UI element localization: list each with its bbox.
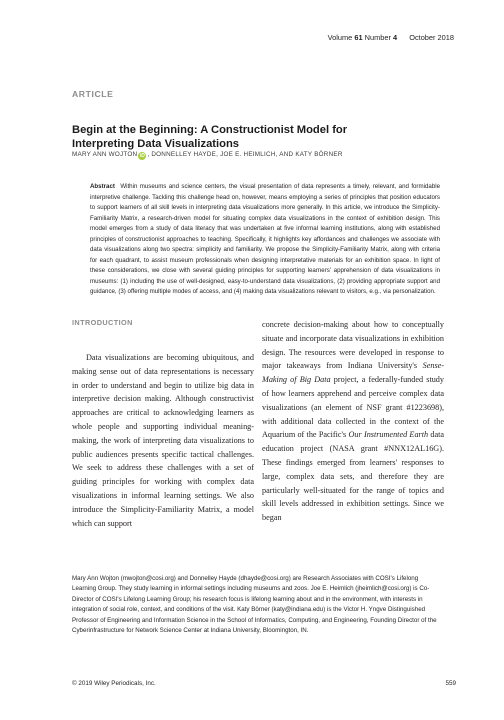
col2-text-c: data education project (NASA grant #NNX12AL16G). These findings emerged from learners' responses to large, complex data sets, and therefore they are particularly well-situated for the range of topics and skill levels addressed in exhibition settings. Since we began [262, 430, 445, 523]
col2-text-a: concrete decision-making about how to conceptually situate and incorporate data visualizations in exhibition design. The resources were developed in response to major takeaways from Indiana University's [262, 320, 444, 371]
issue-number: 4 [393, 33, 398, 42]
abstract [90, 182, 440, 298]
issue-date: October 2018 [409, 33, 454, 42]
author-footnote: Mary Ann Wojton (mwojton@cosi.org) and Donnelley Hayde (dhayde@cosi.org) are Research Associates with COSI's Lifelong Learning Group. They study learning in informal settings including museums and zoos. Joe E. Heimlich (jheimlich@cosi.org) is Co-Director of COSI's Lifelong Learning Group; his research focus is lifelong learning about and in the environment, with interests in integration of social role, context, and conditions of the visit. Katy Börner (katy@indiana.edu) is the Victor H. Yngve Distinguished Professor of Engineering and Information Science in the School of Informatics, Computing, and Engineering, Founding Director of the Cyberinfrastructure for Network Science Center at Indiana University, Bloomington, IN. [72, 575, 437, 635]
orcid-icon[interactable]: iD [139, 153, 146, 159]
article-type-label: ARTICLE [72, 89, 114, 99]
intro-continuation [262, 318, 444, 525]
copyright-notice: © 2019 Wiley Periodicals, Inc. [72, 680, 156, 687]
abstract-label: Abstract [90, 183, 115, 190]
volume-number: 61 [354, 33, 363, 42]
author-list [72, 151, 452, 160]
volume-label: Volume [327, 33, 353, 42]
intro-paragraph: Data visualizations are becoming ubiquitous, and making sense out of data representations is necessary in order to understand and begin to utilize big data in interpretive decision making. Although constructivist approaches are critical to acknowledging learners as whole people and supporting individual meaning-making, the work of interpreting data visualizations to public audiences presents specific tactical challenges. We seek to address these challenges with a set of guiding principles for working with complex data visualizations in informal learning settings. We also introduce the Simplicity-Familiarity Matrix, a model which can support [72, 353, 254, 528]
project-name-sense-making: Sense-Making of Big Data [262, 361, 444, 385]
first-author: MARY ANN WOJTON [72, 151, 138, 158]
number-label: Number [364, 33, 391, 42]
section-heading-introduction: INTRODUCTION [72, 318, 133, 327]
page-number: 559 [445, 680, 456, 687]
issue-header [328, 33, 454, 42]
project-name-instrumented-earth: Our Instrumented Earth [348, 430, 429, 440]
col2-text-b: project, a federally-funded study of how learners apprehend and perceive complex data visualizations (an element of NSF grant #1223698), with additional data collected in the context of the Aquarium of the Pacific's [262, 375, 444, 440]
body-column-left [72, 318, 254, 530]
abstract-text: Within museums and science centers, the visual presentation of data represents a timely, relevant, and formidable interpretive challenge. Tackling this challenge head on, however, means employing a series of principles that position educators to support learners of all skill levels in interpreting data visualizations more generally. In this article, we introduce the Simplicity-Familiarity Matrix, a research-driven model for situating complex data visualizations in the context of exhibition design. This model emerges from a study of data literacy that was undertaken at five informal learning institutions, along with established principles of constructionist approaches to teaching. Specifically, it highlights key affordances and challenges we associate with data visualizations along two spectra: simplicity and familiarity. We propose the Simplicity-Familiarity Matrix, along with criteria for each quadrant, to assist museum professionals when designing interpretative materials for an exhibition space. In light of these considerations, we close with several guiding principles for supporting learners' apprehension of data visualizations in museums: (1) including the use of well-designed, easy-to-understand data visualizations, (2) providing appropriate support and guidance, (3) offering multiple modes of access, and (4) making data visualizations relevant to visitors, e.g., via personalization. [90, 183, 440, 295]
other-authors: , DONNELLEY HAYDE, JOE E. HEIMLICH, AND KATY BÖRNER [147, 151, 343, 158]
article-title: Begin at the Beginning: A Constructionist Model for Interpreting Data Visualizations [72, 124, 348, 150]
body-column-right [262, 318, 444, 525]
